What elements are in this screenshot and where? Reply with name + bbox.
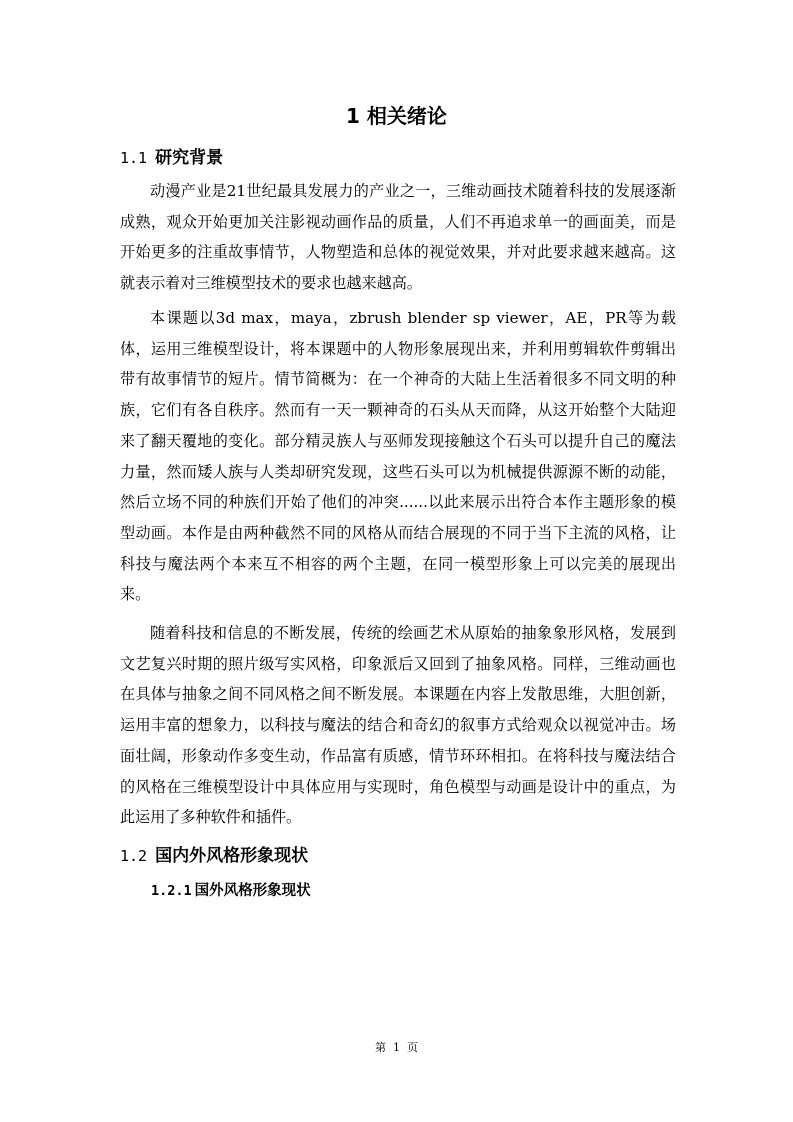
section-title: 研究背景 (155, 148, 224, 168)
footer-suffix: 页 (407, 1041, 418, 1054)
section-number: 1.2 (120, 847, 148, 865)
footer-prefix: 第 (375, 1041, 386, 1054)
subsection-title: 国外风格形象现状 (194, 883, 311, 899)
section-heading-1-2 (120, 842, 308, 870)
subsection-number: 1.2.1 (151, 883, 192, 899)
body-paragraph-2: 本课题以3d max，maya，zbrush blender sp viewer，AE，PR等为载体，运用三维模型设计，将本课题中的人物形象展现出来，并利用剪辑软件剪辑出带有故事情节的短片。情节简概为：在一个神奇的大陆上生活着很多不同文明的种族，它们有各自秩序。然而有一天一颗神奇的石头从天而降，从这开始整个大陆迎来了翻天覆地的变化。部分精灵族人与巫师发现接触这个石头可以提升自己的魔法力量，然而矮人族与人类却研究发现，这些石头可以为机械提供源源不断的动能，然后立场不同的种族们开始了他们的冲突......以此来展示出符合本作主题形象的模型动画。本作是由两种截然不同的风格从而结合展现的不同于当下主流的风格，让科技与魔法两个本来互不相容的两个主题，在同一模型形象上可以完美的展现出来。 (120, 309, 676, 604)
page-footer (0, 1040, 793, 1056)
chapter-title: 1 相关绪论 (346, 104, 447, 128)
body-paragraph-1: 动漫产业是21世纪最具发展力的产业之一，三维动画技术随着科技的发展逐渐成熟，观众开始更加关注影视动画作品的质量，人们不再追求单一的画面美，而是开始更多的注重故事情节，人物塑造和总体的视觉效果，并对此要求越来越高。这就表示着对三维模型技术的要求也越来越高。 (120, 182, 676, 293)
page-number: 1 (393, 1041, 400, 1054)
section-heading-1-1 (120, 144, 223, 172)
subsection-heading-1-2-1 (151, 878, 311, 904)
body-paragraph-3: 随着科技和信息的不断发展，传统的绘画艺术从原始的抽象象形风格，发展到文艺复兴时期的照片级写实风格，印象派后又回到了抽象风格。同样，三维动画也在具体与抽象之间不同风格之间不断发展。本课题在内容上发散思维，大胆创新，运用丰富的想象力，以科技与魔法的结合和奇幻的叙事方式给观众以视觉冲击。场面壮阔，形象动作多变生动，作品富有质感，情节环环相扣。在将科技与魔法结合的风格在三维模型设计中具体应用与实现时，角色模型与动画是设计中的重点，为此运用了多种软件和插件。 (120, 624, 676, 827)
section-title: 国内外风格形象现状 (155, 846, 309, 866)
section-number: 1.1 (120, 149, 148, 167)
